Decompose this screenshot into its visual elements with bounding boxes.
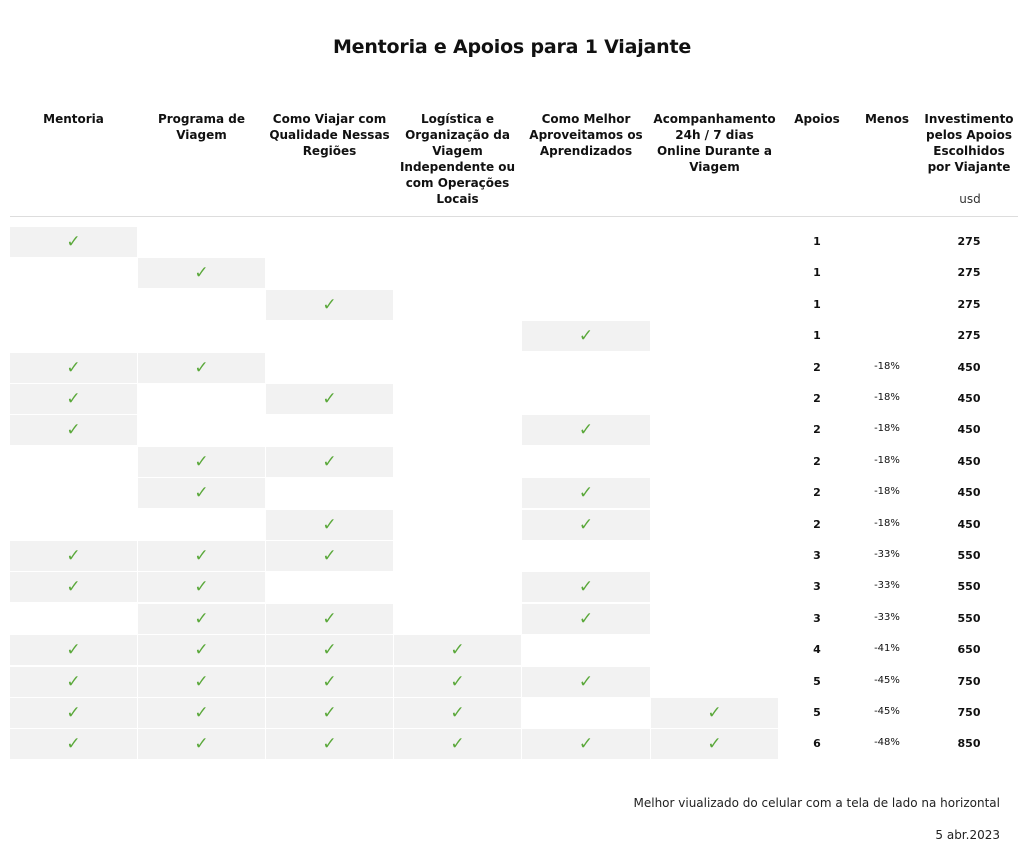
check-cell bbox=[651, 447, 778, 477]
investment-value: 550 bbox=[957, 549, 981, 562]
column-header bbox=[138, 111, 265, 143]
checkmark-icon: ✓ bbox=[578, 420, 594, 440]
check-cell bbox=[10, 510, 137, 540]
apoios-value: 3 bbox=[813, 612, 821, 625]
discount-value: -45% bbox=[874, 675, 900, 686]
check-cell bbox=[651, 384, 778, 414]
checkmark-icon: ✓ bbox=[322, 609, 337, 629]
checkmark-icon: ✓ bbox=[194, 358, 209, 378]
check-cell bbox=[394, 321, 521, 351]
discount-value: -45% bbox=[874, 706, 900, 717]
table-row bbox=[0, 635, 1024, 665]
check-cell bbox=[10, 478, 137, 508]
check-cell bbox=[522, 384, 650, 414]
check-cell bbox=[10, 290, 137, 320]
column-header-line: Independente ou bbox=[399, 160, 516, 174]
table-row bbox=[0, 415, 1024, 445]
investment-value: 550 bbox=[957, 612, 981, 625]
column-header-line: Menos bbox=[864, 112, 909, 126]
checkmark-icon: ✓ bbox=[322, 640, 337, 660]
discount-value: -18% bbox=[874, 361, 900, 372]
check-cell bbox=[522, 635, 650, 665]
checkmark-icon: ✓ bbox=[194, 452, 209, 472]
checkmark-icon: ✓ bbox=[322, 389, 337, 409]
column-header-line: Viagem bbox=[689, 160, 740, 174]
check-cell bbox=[522, 510, 650, 540]
checkmark-icon: ✓ bbox=[578, 734, 594, 754]
column-header-line: com Operações bbox=[405, 176, 510, 190]
check-cell bbox=[266, 321, 393, 351]
header-divider bbox=[10, 216, 1018, 217]
check-cell bbox=[10, 667, 137, 697]
check-cell bbox=[10, 635, 137, 665]
investment-value: 450 bbox=[957, 423, 981, 436]
table-row bbox=[0, 353, 1024, 383]
table-row bbox=[0, 572, 1024, 602]
column-header bbox=[10, 111, 137, 127]
check-cell bbox=[10, 321, 137, 351]
apoios-value: 5 bbox=[813, 675, 821, 688]
checkmark-icon: ✓ bbox=[450, 640, 465, 660]
apoios-value: 1 bbox=[813, 266, 821, 279]
table-row bbox=[0, 478, 1024, 508]
check-cell bbox=[394, 258, 521, 288]
check-cell bbox=[522, 541, 650, 571]
check-cell bbox=[651, 510, 778, 540]
checkmark-icon: ✓ bbox=[194, 609, 209, 629]
check-cell bbox=[394, 541, 521, 571]
investment-value: 750 bbox=[957, 675, 981, 688]
checkmark-icon: ✓ bbox=[707, 734, 722, 754]
check-cell bbox=[138, 227, 265, 257]
check-cell bbox=[266, 604, 393, 634]
check-cell bbox=[522, 447, 650, 477]
check-cell bbox=[266, 447, 393, 477]
apoios-value: 2 bbox=[813, 455, 821, 468]
checkmark-icon: ✓ bbox=[578, 515, 594, 535]
check-cell bbox=[10, 447, 137, 477]
check-cell bbox=[394, 510, 521, 540]
check-cell bbox=[394, 290, 521, 320]
check-cell bbox=[651, 572, 778, 602]
page-title: Mentoria e Apoios para 1 Viajante bbox=[332, 36, 692, 58]
table-row bbox=[0, 510, 1024, 540]
check-cell bbox=[138, 384, 265, 414]
check-cell bbox=[394, 635, 521, 665]
check-cell bbox=[394, 415, 521, 445]
checkmark-icon: ✓ bbox=[66, 420, 81, 440]
checkmark-icon: ✓ bbox=[66, 389, 81, 409]
checkmark-icon: ✓ bbox=[322, 546, 337, 566]
check-cell bbox=[138, 667, 265, 697]
check-cell bbox=[138, 510, 265, 540]
investment-value: 450 bbox=[957, 486, 981, 499]
investment-value: 275 bbox=[957, 266, 981, 279]
column-header bbox=[522, 111, 650, 159]
column-header-line: Locais bbox=[436, 192, 479, 206]
check-cell bbox=[266, 510, 393, 540]
check-cell bbox=[522, 415, 650, 445]
check-cell bbox=[394, 384, 521, 414]
apoios-value: 2 bbox=[813, 423, 821, 436]
check-cell bbox=[651, 698, 778, 728]
apoios-value: 1 bbox=[813, 329, 821, 342]
apoios-value: 3 bbox=[813, 580, 821, 593]
check-cell bbox=[138, 698, 265, 728]
check-cell bbox=[266, 353, 393, 383]
discount-value: -33% bbox=[874, 580, 900, 591]
check-cell bbox=[266, 415, 393, 445]
investment-value: 450 bbox=[957, 518, 981, 531]
check-cell bbox=[138, 478, 265, 508]
check-cell bbox=[651, 258, 778, 288]
checkmark-icon: ✓ bbox=[194, 483, 209, 503]
check-cell bbox=[266, 258, 393, 288]
column-header-line: Aprendizados bbox=[539, 144, 633, 158]
check-cell bbox=[651, 353, 778, 383]
table-row bbox=[0, 290, 1024, 320]
check-cell bbox=[394, 729, 521, 759]
check-cell bbox=[266, 227, 393, 257]
checkmark-icon: ✓ bbox=[194, 577, 209, 597]
column-header-line: Investimento bbox=[924, 112, 1014, 126]
check-cell bbox=[138, 604, 265, 634]
check-cell bbox=[522, 227, 650, 257]
discount-value: -33% bbox=[874, 612, 900, 623]
check-cell bbox=[651, 321, 778, 351]
check-cell bbox=[522, 353, 650, 383]
checkmark-icon: ✓ bbox=[194, 263, 209, 283]
check-cell bbox=[10, 541, 137, 571]
checkmark-icon: ✓ bbox=[450, 672, 465, 692]
checkmark-icon: ✓ bbox=[450, 703, 465, 723]
check-cell bbox=[651, 729, 778, 759]
investment-value: 550 bbox=[957, 580, 981, 593]
check-cell bbox=[522, 478, 650, 508]
currency-unit: usd bbox=[959, 192, 981, 206]
discount-value: -18% bbox=[874, 518, 900, 529]
checkmark-icon: ✓ bbox=[450, 734, 465, 754]
column-header-line: Viagem bbox=[176, 128, 227, 142]
check-cell bbox=[522, 572, 650, 602]
check-cell bbox=[522, 698, 650, 728]
check-cell bbox=[138, 353, 265, 383]
column-header-line: Qualidade Nessas bbox=[269, 128, 390, 142]
check-cell bbox=[266, 698, 393, 728]
checkmark-icon: ✓ bbox=[578, 609, 594, 629]
investment-value: 750 bbox=[957, 706, 981, 719]
check-cell bbox=[138, 635, 265, 665]
discount-value: -33% bbox=[874, 549, 900, 560]
checkmark-icon: ✓ bbox=[66, 640, 81, 660]
column-header-line: Acompanhamento bbox=[653, 112, 776, 126]
apoios-value: 2 bbox=[813, 361, 821, 374]
check-cell bbox=[651, 541, 778, 571]
apoios-value: 1 bbox=[813, 235, 821, 248]
checkmark-icon: ✓ bbox=[66, 546, 81, 566]
investment-value: 450 bbox=[957, 361, 981, 374]
check-cell bbox=[10, 572, 137, 602]
column-header-line: pelos Apoios bbox=[925, 128, 1013, 142]
check-cell bbox=[394, 353, 521, 383]
check-cell bbox=[10, 415, 137, 445]
table-row bbox=[0, 604, 1024, 634]
check-cell bbox=[522, 667, 650, 697]
check-cell bbox=[10, 227, 137, 257]
column-header bbox=[651, 111, 778, 175]
check-cell bbox=[522, 258, 650, 288]
check-cell bbox=[651, 478, 778, 508]
check-cell bbox=[394, 667, 521, 697]
check-cell bbox=[138, 321, 265, 351]
column-header-line: Mentoria bbox=[43, 112, 104, 126]
column-header-line: Programa de bbox=[157, 112, 246, 126]
table-row bbox=[0, 258, 1024, 288]
checkmark-icon: ✓ bbox=[578, 577, 594, 597]
investment-value: 450 bbox=[957, 392, 981, 405]
checkmark-icon: ✓ bbox=[66, 358, 81, 378]
discount-value: -18% bbox=[874, 486, 900, 497]
check-cell bbox=[10, 384, 137, 414]
apoios-value: 4 bbox=[813, 643, 821, 656]
column-header-line: Aproveitamos os bbox=[529, 128, 643, 142]
check-cell bbox=[266, 541, 393, 571]
check-cell bbox=[394, 604, 521, 634]
check-cell bbox=[266, 729, 393, 759]
apoios-value: 2 bbox=[813, 392, 821, 405]
column-header-line: Como Viajar com bbox=[272, 112, 387, 126]
column-header-line: Online Durante a bbox=[656, 144, 773, 158]
checkmark-icon: ✓ bbox=[578, 483, 594, 503]
checkmark-icon: ✓ bbox=[194, 640, 209, 660]
discount-value: -18% bbox=[874, 392, 900, 403]
checkmark-icon: ✓ bbox=[66, 734, 81, 754]
checkmark-icon: ✓ bbox=[66, 672, 81, 692]
investment-value: 450 bbox=[957, 455, 981, 468]
check-cell bbox=[522, 729, 650, 759]
check-cell bbox=[266, 635, 393, 665]
investment-value: 850 bbox=[957, 737, 981, 750]
investment-value: 275 bbox=[957, 329, 981, 342]
checkmark-icon: ✓ bbox=[194, 546, 209, 566]
checkmark-icon: ✓ bbox=[578, 672, 594, 692]
check-cell bbox=[522, 321, 650, 351]
column-header bbox=[266, 111, 393, 159]
footer-note: Melhor viualizado do celular com a tela de lado na horizontal bbox=[633, 796, 1000, 810]
table-row bbox=[0, 384, 1024, 414]
check-cell bbox=[138, 572, 265, 602]
check-cell bbox=[394, 447, 521, 477]
checkmark-icon: ✓ bbox=[194, 672, 209, 692]
checkmark-icon: ✓ bbox=[322, 672, 337, 692]
check-cell bbox=[10, 729, 137, 759]
check-cell bbox=[266, 478, 393, 508]
check-cell bbox=[394, 698, 521, 728]
apoios-value: 2 bbox=[813, 486, 821, 499]
check-cell bbox=[10, 604, 137, 634]
checkmark-icon: ✓ bbox=[322, 734, 337, 754]
check-cell bbox=[651, 604, 778, 634]
check-cell bbox=[651, 290, 778, 320]
column-header-line: Organização da bbox=[405, 128, 510, 142]
column-header-line: Escolhidos bbox=[933, 144, 1005, 158]
check-cell bbox=[10, 258, 137, 288]
check-cell bbox=[651, 415, 778, 445]
check-cell bbox=[10, 353, 137, 383]
footer-date: 5 abr.2023 bbox=[935, 828, 1000, 842]
check-cell bbox=[394, 227, 521, 257]
table-row bbox=[0, 729, 1024, 759]
check-cell bbox=[138, 290, 265, 320]
apoios-value: 5 bbox=[813, 706, 821, 719]
checkmark-icon: ✓ bbox=[194, 703, 209, 723]
discount-value: -18% bbox=[874, 423, 900, 434]
check-cell bbox=[651, 667, 778, 697]
table-row bbox=[0, 541, 1024, 571]
column-header bbox=[394, 111, 521, 207]
checkmark-icon: ✓ bbox=[578, 326, 594, 346]
checkmark-icon: ✓ bbox=[194, 734, 209, 754]
column-header bbox=[855, 111, 919, 127]
column-header-line: 24h / 7 dias bbox=[675, 128, 754, 142]
investment-value: 275 bbox=[957, 298, 981, 311]
checkmark-icon: ✓ bbox=[707, 703, 722, 723]
check-cell bbox=[394, 478, 521, 508]
check-cell bbox=[394, 572, 521, 602]
check-cell bbox=[266, 667, 393, 697]
checkmark-icon: ✓ bbox=[66, 232, 81, 252]
check-cell bbox=[651, 227, 778, 257]
column-header-line: Apoios bbox=[794, 112, 840, 126]
apoios-value: 6 bbox=[813, 737, 821, 750]
column-header-line: Viagem bbox=[432, 144, 483, 158]
check-cell bbox=[138, 415, 265, 445]
check-cell bbox=[266, 572, 393, 602]
check-cell bbox=[10, 698, 137, 728]
discount-value: -48% bbox=[874, 737, 900, 748]
check-cell bbox=[522, 604, 650, 634]
investment-value: 650 bbox=[957, 643, 981, 656]
check-cell bbox=[138, 729, 265, 759]
discount-value: -18% bbox=[874, 455, 900, 466]
check-cell bbox=[138, 447, 265, 477]
investment-value: 275 bbox=[957, 235, 981, 248]
table-row bbox=[0, 698, 1024, 728]
table-row bbox=[0, 447, 1024, 477]
column-header bbox=[779, 111, 855, 127]
checkmark-icon: ✓ bbox=[322, 703, 337, 723]
check-cell bbox=[266, 384, 393, 414]
check-cell bbox=[138, 258, 265, 288]
column-header-line: por Viajante bbox=[927, 160, 1011, 174]
checkmark-icon: ✓ bbox=[322, 452, 337, 472]
check-cell bbox=[138, 541, 265, 571]
apoios-value: 1 bbox=[813, 298, 821, 311]
table-row bbox=[0, 667, 1024, 697]
apoios-value: 3 bbox=[813, 549, 821, 562]
checkmark-icon: ✓ bbox=[66, 703, 81, 723]
checkmark-icon: ✓ bbox=[66, 577, 81, 597]
apoios-value: 2 bbox=[813, 518, 821, 531]
checkmark-icon: ✓ bbox=[322, 295, 337, 315]
column-header-line: Como Melhor bbox=[541, 112, 631, 126]
table-row bbox=[0, 227, 1024, 257]
checkmark-icon: ✓ bbox=[322, 515, 337, 535]
column-header-line: Regiões bbox=[302, 144, 357, 158]
check-cell bbox=[266, 290, 393, 320]
check-cell bbox=[522, 290, 650, 320]
check-cell bbox=[651, 635, 778, 665]
table-row bbox=[0, 321, 1024, 351]
discount-value: -41% bbox=[874, 643, 900, 654]
column-header bbox=[919, 111, 1019, 175]
column-header-line: Logística e bbox=[420, 112, 495, 126]
